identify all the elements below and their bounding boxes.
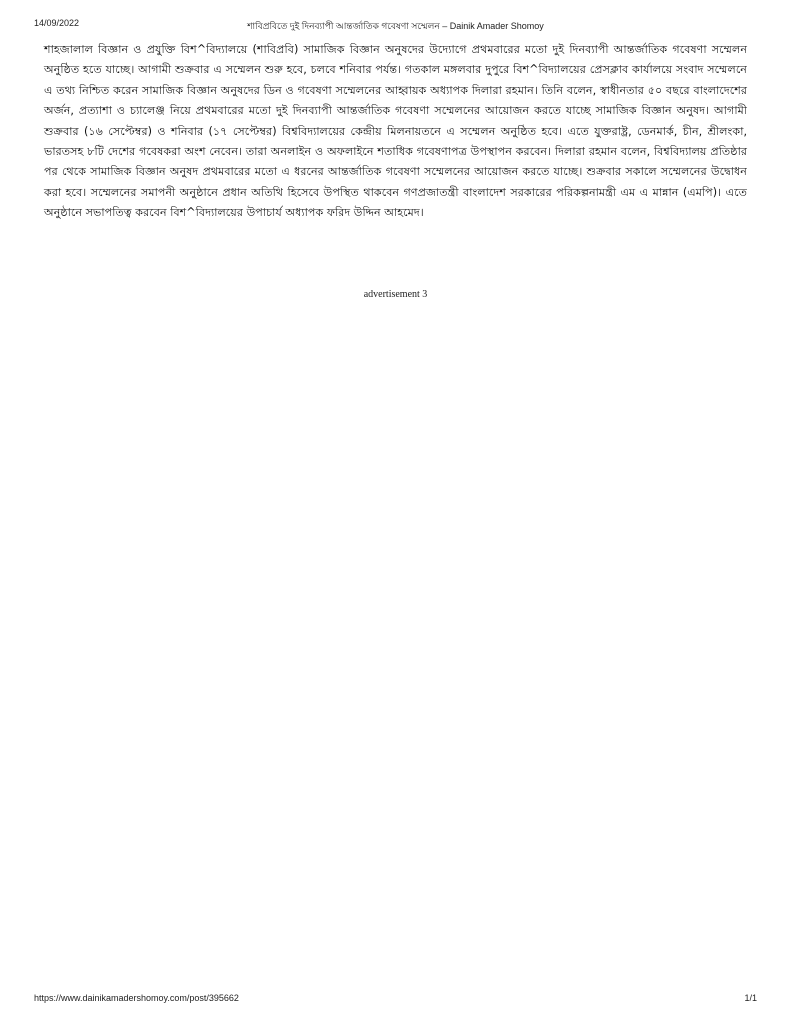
page-number: 1/1 [744, 993, 757, 1003]
page-url: https://www.dainikamadershomoy.com/post/395662 [34, 993, 239, 1003]
print-date: 14/09/2022 [34, 18, 80, 28]
print-footer [34, 993, 757, 1007]
print-header [34, 18, 757, 32]
article-body: শাহজালাল বিজ্ঞান ও প্রযুক্তি বিশ^বিদ্যালয়ে (শাবিপ্রবি) সামাজিক বিজ্ঞান অনুষদের উদ্যোগে প্রথমবারের মতো দুই দিনব্যাপী আন্তর্জাতিক গবেষণা সম্মেলন অনুষ্ঠিত হতে যাচ্ছে। আগামী শুক্রবার এ সম্মেলন শুরু হবে, চলবে শনিবার পর্যন্ত। গতকাল মঙ্গলবার দুপুরে বিশ^বিদ্যালয়ের প্রেসক্লাব কার্যালয়ে সংবাদ সম্মেলনে এ তথ্য নিশ্চিত করেন সামাজিক বিজ্ঞান অনুষদের ডিন ও গবেষণা সম্মেলনের আহ্বায়ক অধ্যাপক দিলারা রহমান। তিনি বলেন, স্বাধীনতার ৫০ বছরে বাংলাদেশের অর্জন, প্রত্যাশা ও চ্যালেঞ্জ নিয়ে প্রথমবারের মতো দুই দিনব্যাপী আন্তর্জাতিক গবেষণা সম্মেলনের আয়োজন করতে যাচ্ছে সামাজিক বিজ্ঞান অনুষদ। আগামী শুক্রবার (১৬ সেপ্টেম্বর) ও শনিবার (১৭ সেপ্টেম্বর) বিশ্ববিদ্যালয়ের কেন্দ্রীয় মিলনায়তনে এ সম্মেলন অনুষ্ঠিত হবে। এতে যুক্তরাষ্ট্র, ডেনমার্ক, চীন, শ্রীলংকা, ভারতসহ ৮টি দেশের গবেষকরা অংশ নেবেন। তারা অনলাইন ও অফলাইনে শতাধিক গবেষণাপত্র উপস্থাপন করবেন। দিলারা রহমান বলেন, বিশ্ববিদ্যালয় প্রতিষ্ঠার পর থেকে সামাজিক বিজ্ঞান অনুষদ প্রথমবারের মতো এ ধরনের আন্তর্জাতিক গবেষণা সম্মেলনের আয়োজন করতে যাচ্ছে। শুক্রবার সকালে সম্মেলনের উদ্বোধন করা হবে। সম্মেলনের সমাপনী অনুষ্ঠানে প্রধান অতিথি হিসেবে উপস্থিত থাকবেন গণপ্রজাতন্ত্রী বাংলাদেশ সরকারের পরিকল্পনামন্ত্রী এম এ মান্নান (এমপি)। এতে অনুষ্ঠানে সভাপতিত্ব করবেন বিশ^বিদ্যালয়ের উপাচার্য অধ্যাপক ফরিদ উদ্দিন আহমেদ। [44, 43, 747, 220]
advertisement-label: advertisement 3 [363, 289, 428, 300]
page-title: শাবিপ্রবিতে দুই দিনব্যাপী আন্তর্জাতিক গবেষণা সম্মেলন – Dainik Amader Shomoy [247, 21, 544, 31]
